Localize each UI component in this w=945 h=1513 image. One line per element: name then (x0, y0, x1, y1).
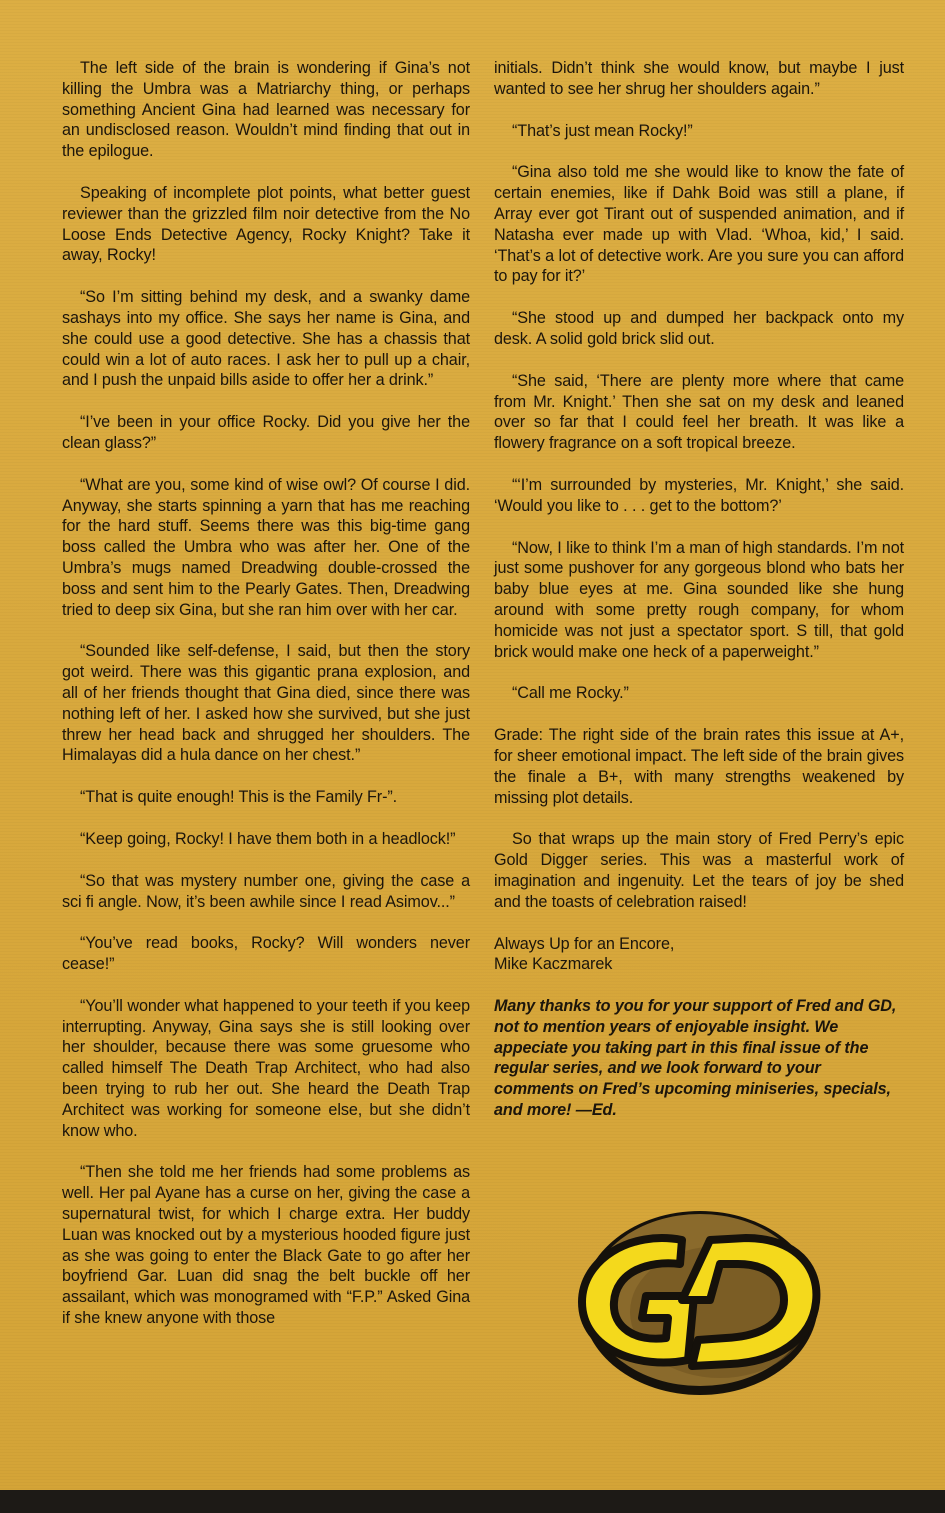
paragraph: “You’ve read books, Rocky? Will wonders never cease!” (62, 934, 470, 974)
signoff (494, 934, 904, 976)
paragraph: “So that was mystery number one, giving the case a sci fi angle. Now, it’s been awhile since I read Asimov...” (62, 871, 470, 911)
paragraph: “Now, I like to think I’m a man of high standards. I’m not just some pushover for any gorgeous blond who bats her baby blue eyes at me. Gina sounded like she hung around with some pretty rough company, for whom homicide was not just a spectator sport. S till, that gold brick would make one heck of a paperweight.” (494, 538, 904, 661)
editor-note: Many thanks to you for your support of Fred and GD, not to mention years of enjoyable insight. We appeciate you taking part in this final issue of the regular series, and we look forward to your comments on Fred’s upcoming miniseries, specials, and more! —Ed. (494, 997, 897, 1120)
left-column (62, 58, 470, 1350)
signoff-line: Always Up for an Encore, (494, 934, 675, 953)
paragraph: “Keep going, Rocky! I have them both in a headlock!” (80, 829, 456, 848)
paragraph: “Call me Rocky.” (512, 684, 629, 703)
author-name: Mike Kaczmarek (494, 955, 613, 974)
paragraph: “She stood up and dumped her backpack onto my desk. A solid gold brick slid out. (494, 309, 904, 348)
paragraph: “What are you, some kind of wise owl? Of course I did. Anyway, she starts spinning a yarn that has me reaching for the hard stuff. Seems there was this big-time gang boss called the Umbra who was after her. One of the Umbra’s mugs named Dreadwing double-crossed the boss and sent him to the Pearly Gates. Then, Dreadwing tried to deep six Gina, but she ran him over with her car. (62, 475, 470, 619)
paragraph: “Sounded like self-defense, I said, but then the story got weird. There was this gigantic prana explosion, and all of her friends thought that Gina died, since there was nothing left of her. I asked how she survived, but she just threw her head back and shrugged her shoulders. The Himalayas did a hula dance on her chest.” (62, 642, 470, 765)
paragraph: “Then she told me her friends had some problems as well. Her pal Ayane has a curse on her, giving the case a supernatural twist, for which I charge extra. Her buddy Luan was knocked out by a mysterious hooded figure just as she was going to enter the Black Gate to go after her boyfriend Gar. Luan did snag the belt buckle off her assailant, which was monogramed with “F.P.” Asked Gina if she knew anyone with those (62, 1163, 470, 1328)
paragraph: “You’ll wonder what happened to your teeth if you keep interrupting. Anyway, Gina says she is still looking over her shoulder, because there was some gruesome who called himself The Death Trap Architect, who had also been trying to rub her out. She heard the Death Trap Architect was working for someone else, but she didn’t know who. (62, 996, 470, 1140)
paragraph: “I’ve been in your office Rocky. Did you give her the clean glass?” (62, 413, 470, 452)
paragraph: “So I’m sitting behind my desk, and a swanky dame sashays into my office. She says her name is Gina, and she could use a good detective. She has a chassis that could win a lot of auto races. I ask her to pull up a chair, and I push the unpaid bills aside to offer her a drink.” (62, 288, 470, 390)
paragraph-continuation: initials. Didn’t think she would know, but maybe I just wanted to see her shrug her shoulders again.” (494, 59, 904, 98)
bottom-edge-bar (0, 1490, 945, 1513)
paragraph: “That is quite enough! This is the Family Fr-”. (80, 788, 398, 807)
paragraph: Speaking of incomplete plot points, what better guest reviewer than the grizzled film noir detective from the No Loose Ends Detective Agency, Rocky Knight? Take it away, Rocky! (62, 183, 470, 265)
closing-paragraph: So that wraps up the main story of Fred Perry’s epic Gold Digger series. This was a masterful work of imagination and ingenuity. Let the tears of joy be shed and the toasts of celebration raised! (494, 830, 904, 911)
paragraph: “That’s just mean Rocky!” (512, 121, 693, 140)
paragraph: “She said, ‘There are plenty more where that came from Mr. Knight.’ Then she sat on my desk and leaned over so far that I could feel her breath. It was like a flowery fragrance on a soft tropical breeze. (494, 371, 904, 453)
right-column (494, 58, 904, 1142)
gd-logo (570, 1200, 828, 1402)
paragraph: “‘I’m surrounded by mysteries, Mr. Knight,’ she said. ‘Would you like to . . . get to the bottom?’ (494, 475, 904, 515)
grade-paragraph: Grade: The right side of the brain rates this issue at A+, for sheer emotional impact. The left side of the brain gives the finale a B+, with many strengths weakened by missing plot details. (494, 726, 904, 807)
paragraph: “Gina also told me she would like to know the fate of certain enemies, like if Dahk Boid was still a plane, if Array ever got Tirant out of suspended animation, and if Natasha ever made up with Vlad. ‘Whoa, kid,’ I said. ‘That’s a lot of detective work. Are you sure you can afford to pay for it?’ (494, 163, 904, 286)
paragraph: The left side of the brain is wondering if Gina’s not killing the Umbra was a Matriarchy thing, or perhaps something Ancient Gina had learned was necessary for an undisclosed reason. Wouldn’t mind finding that out in the epilogue. (62, 59, 470, 161)
